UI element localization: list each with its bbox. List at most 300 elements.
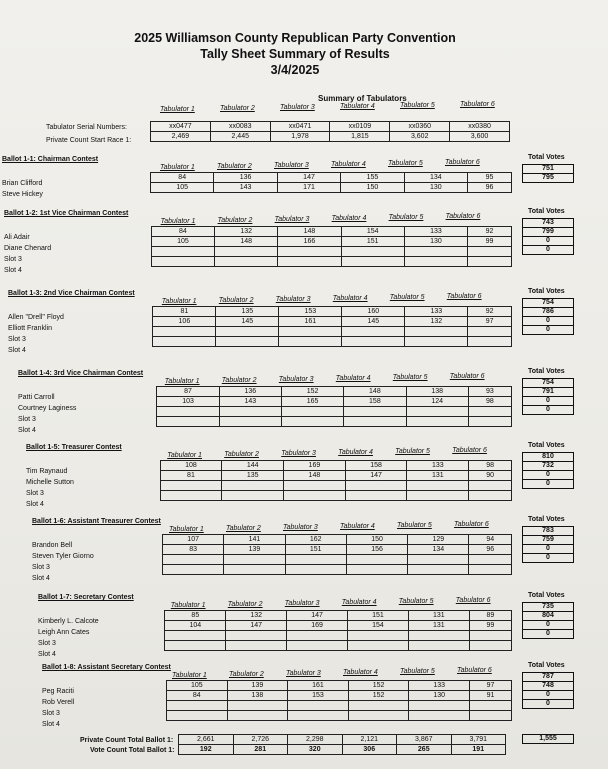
tabulator-4-cell	[342, 327, 405, 337]
contest-grid	[160, 460, 512, 501]
private-count-label: Private Count Total Ballot 1:	[80, 737, 174, 744]
candidate-name: Elliott Franklin	[8, 325, 52, 332]
tabulator-3-cell: 162	[285, 535, 346, 545]
total-votes-cell: 0	[523, 326, 574, 335]
summary-header-3: Tabulator 3	[280, 104, 315, 111]
tabulator-header-3: Tabulator 3	[283, 524, 318, 531]
private-count-cell-5: 3,867	[397, 735, 452, 745]
tabulator-3-cell	[285, 555, 346, 565]
tabulator-4-cell: 160	[342, 307, 405, 317]
tabulator-3-cell: 153	[279, 307, 342, 317]
tabulator-1-cell	[153, 337, 216, 347]
table-row	[160, 461, 511, 471]
tabulator-3-cell: 169	[284, 461, 346, 471]
candidate-name: Slot 4	[42, 721, 60, 728]
tabulator-6-cell: 96	[469, 545, 512, 555]
tabulator-header-3: Tabulator 3	[274, 162, 309, 169]
total-votes-cell: 735	[523, 603, 574, 612]
table-row	[163, 545, 512, 555]
tabulator-1-cell	[153, 327, 216, 337]
tabulator-6-cell: 90	[469, 471, 512, 481]
tabulator-4-cell	[348, 641, 409, 651]
start-count-cell-3: 1,978	[270, 132, 330, 142]
tabulator-3-cell: 166	[278, 237, 341, 247]
tabulator-2-cell	[222, 491, 284, 501]
tabulator-header-4: Tabulator 4	[331, 215, 367, 222]
total-votes-cell: 795	[523, 174, 574, 183]
tabulator-1-cell	[157, 417, 219, 427]
tabulator-3-cell: 151	[285, 545, 346, 555]
contest-grid	[152, 306, 512, 347]
tabulator-5-cell	[408, 555, 469, 565]
tabulator-header-3: Tabulator 3	[274, 216, 310, 223]
vote-count-row	[179, 745, 506, 755]
tabulator-6-cell: 92	[468, 307, 512, 317]
tabulator-6-cell	[469, 631, 511, 641]
tabulator-header-6: Tabulator 6	[449, 373, 485, 380]
tabulator-header-1: Tabulator 1	[160, 164, 195, 171]
tabulator-3-cell	[288, 701, 349, 711]
document-title-block	[0, 30, 590, 78]
candidate-name: Steve Hickey	[2, 191, 43, 198]
tabulator-5-cell: 124	[406, 397, 468, 407]
tabulator-5-cell	[408, 565, 469, 575]
tabulator-header-1: Tabulator 1	[169, 526, 204, 533]
tabulator-2-cell: 139	[224, 545, 285, 555]
tabulator-2-cell: 143	[214, 183, 277, 193]
tabulator-5-cell: 133	[407, 461, 469, 471]
total-votes-box	[522, 164, 574, 183]
tabulator-header-1: Tabulator 1	[172, 672, 207, 679]
document-date: 3/4/2025	[270, 63, 320, 77]
tabulator-2-cell	[224, 555, 285, 565]
summary-header-1: Tabulator 1	[160, 106, 195, 113]
tabulator-1-cell: 106	[153, 317, 216, 327]
total-votes-cell: 748	[523, 682, 574, 691]
tabulator-3-cell	[284, 481, 346, 491]
candidate-name: Slot 4	[32, 575, 50, 582]
tabulator-4-cell	[345, 491, 407, 501]
tabulator-4-cell: 150	[341, 183, 404, 193]
tabulator-4-cell: 156	[346, 545, 407, 555]
total-votes-cell: 0	[523, 317, 574, 326]
tabulator-6-cell: 98	[469, 461, 512, 471]
grand-total: 1,555	[523, 735, 574, 744]
table-row	[163, 555, 512, 565]
total-votes-cell: 787	[523, 673, 574, 682]
tabulator-2-cell	[219, 407, 281, 417]
candidate-name: Rob Verell	[42, 699, 75, 706]
tabulator-6-cell	[468, 407, 511, 417]
tabulator-5-cell	[409, 701, 470, 711]
candidate-name: Slot 3	[18, 416, 36, 423]
tabulator-2-cell	[227, 711, 288, 721]
serial-cell-3: xx0471	[270, 122, 330, 132]
vote-count-cell-5: 265	[397, 745, 452, 755]
tabulator-6-cell	[468, 257, 512, 267]
total-votes-cell: 0	[523, 397, 574, 406]
tabulator-2-cell	[222, 481, 284, 491]
tabulator-header-3: Tabulator 3	[286, 670, 321, 677]
tabulator-5-cell	[404, 257, 467, 267]
tabulator-3-cell	[281, 417, 343, 427]
total-votes-cell: 799	[523, 228, 574, 237]
tabulator-5-cell: 133	[404, 227, 467, 237]
table-row	[151, 237, 511, 247]
table-row	[151, 247, 511, 257]
tabulator-header-2: Tabulator 2	[229, 671, 264, 678]
tabulator-6-cell	[469, 491, 512, 501]
tabulator-4-cell: 150	[346, 535, 407, 545]
total-votes-cell: 0	[523, 471, 574, 480]
tabulator-6-cell: 99	[469, 621, 511, 631]
table-row	[163, 565, 512, 575]
tabulator-header-4: Tabulator 4	[332, 295, 368, 302]
table-row	[153, 327, 512, 337]
document-title: 2025 Williamson County Republican Party Convention	[134, 31, 456, 45]
tabulator-2-cell	[215, 247, 278, 257]
total-votes-label: Total Votes	[528, 154, 565, 161]
table-row	[167, 691, 512, 701]
candidate-name: Michelle Sutton	[26, 479, 74, 486]
document-subtitle: Tally Sheet Summary of Results	[200, 47, 390, 61]
total-votes-label: Total Votes	[528, 288, 565, 295]
table-row	[163, 535, 512, 545]
tabulator-header-5: Tabulator 5	[392, 374, 428, 381]
contest-title: Ballot 1-1: Chairman Contest	[2, 156, 99, 163]
total-votes-label: Total Votes	[528, 368, 565, 375]
table-row	[153, 337, 512, 347]
tabulator-header-3: Tabulator 3	[275, 296, 311, 303]
table-row	[165, 621, 512, 631]
tabulator-3-cell	[279, 337, 342, 347]
tabulator-1-cell	[157, 407, 219, 417]
tabulator-1-cell: 81	[153, 307, 216, 317]
contest-grid	[156, 386, 512, 427]
total-votes-cell: 804	[523, 612, 574, 621]
tabulator-6-cell	[468, 247, 512, 257]
tabulator-1-cell: 108	[160, 461, 222, 471]
tabulator-header-4: Tabulator 4	[335, 375, 371, 382]
table-row	[151, 227, 511, 237]
table-row	[151, 173, 512, 183]
tabulator-2-cell: 139	[227, 681, 288, 691]
tabulator-1-cell: 104	[165, 621, 226, 631]
candidate-name: Slot 3	[32, 564, 50, 571]
tabulator-2-cell	[226, 631, 287, 641]
table-row	[165, 641, 512, 651]
total-votes-cell: 0	[523, 545, 574, 554]
tabulator-6-cell	[469, 701, 511, 711]
tabulator-6-cell	[469, 481, 512, 491]
candidate-name: Patti Carroll	[18, 394, 55, 401]
tabulator-1-cell: 105	[151, 237, 214, 247]
tabulator-header-5: Tabulator 5	[398, 598, 434, 605]
tabulator-5-cell	[407, 491, 469, 501]
tabulator-header-2: Tabulator 2	[221, 377, 257, 384]
table-row	[157, 387, 512, 397]
tabulator-6-cell: 99	[468, 237, 512, 247]
tabulator-5-cell	[406, 417, 468, 427]
tabulator-2-cell: 143	[219, 397, 281, 407]
contest-title: Ballot 1-8: Assistant Secretary Contest	[42, 664, 171, 671]
total-votes-cell: 786	[523, 308, 574, 317]
tabulator-header-5: Tabulator 5	[400, 668, 435, 675]
total-votes-box	[522, 672, 574, 709]
tabulator-header-4: Tabulator 4	[338, 449, 373, 456]
table-row	[157, 407, 512, 417]
serial-cell-6: xx0380	[450, 122, 510, 132]
tabulator-header-4: Tabulator 4	[343, 669, 378, 676]
serial-cell-4: xx0109	[330, 122, 390, 132]
tabulator-4-cell	[348, 701, 409, 711]
tabulator-4-cell: 154	[348, 621, 409, 631]
tabulator-5-cell: 130	[404, 183, 467, 193]
table-row	[165, 631, 512, 641]
candidate-name: Slot 4	[38, 651, 56, 658]
tabulator-6-cell: 92	[468, 227, 512, 237]
tabulator-3-cell: 171	[277, 183, 340, 193]
tabulator-3-cell	[288, 711, 349, 721]
tabulator-3-cell	[278, 257, 341, 267]
table-row	[153, 317, 512, 327]
contest-grid	[166, 680, 512, 721]
private-count-cell-4: 2,121	[342, 735, 397, 745]
tabulator-2-cell	[226, 641, 287, 651]
tabulator-header-2: Tabulator 2	[226, 525, 261, 532]
total-votes-cell: 0	[523, 246, 574, 255]
candidate-name: Slot 3	[8, 336, 26, 343]
tabulator-2-cell: 132	[226, 611, 287, 621]
tabulator-header-2: Tabulator 2	[224, 451, 259, 458]
tabulator-1-cell: 81	[160, 471, 222, 481]
tabulator-4-cell	[342, 337, 405, 347]
table-row	[153, 307, 512, 317]
tabulator-header-6: Tabulator 6	[455, 597, 491, 604]
table-row	[151, 257, 511, 267]
tabulator-header-4: Tabulator 4	[341, 599, 377, 606]
total-votes-cell: 0	[523, 237, 574, 246]
tabulator-6-cell	[469, 565, 512, 575]
tabulator-1-cell: 87	[157, 387, 219, 397]
tabulator-6-cell	[468, 337, 512, 347]
vote-count-cell-3: 320	[288, 745, 343, 755]
grand-total-box	[522, 734, 574, 744]
tabulator-header-6: Tabulator 6	[445, 213, 481, 220]
private-count-cell-2: 2,726	[233, 735, 288, 745]
contest-grid	[150, 172, 512, 193]
tabulator-2-cell: 135	[222, 471, 284, 481]
tabulator-header-3: Tabulator 3	[278, 376, 314, 383]
vote-count-cell-4: 306	[342, 745, 397, 755]
total-votes-box	[522, 218, 574, 255]
private-count-row	[179, 735, 506, 745]
tabulator-header-4: Tabulator 4	[331, 161, 366, 168]
total-votes-cell: 0	[523, 700, 574, 709]
tabulator-6-cell: 97	[469, 681, 511, 691]
vote-count-label: Vote Count Total Ballot 1:	[90, 747, 175, 754]
table-row	[167, 701, 512, 711]
tabulator-header-1: Tabulator 1	[160, 218, 196, 225]
tabulator-header-3: Tabulator 3	[284, 600, 320, 607]
start-count-cell-5: 3,602	[390, 132, 450, 142]
tabulator-6-cell: 89	[469, 611, 511, 621]
table-row	[160, 471, 511, 481]
total-votes-box	[522, 452, 574, 489]
table-row	[160, 481, 511, 491]
tabulator-header-1: Tabulator 1	[170, 602, 206, 609]
tabulator-2-cell	[219, 417, 281, 427]
tabulator-2-cell: 147	[226, 621, 287, 631]
candidate-name: Diane Chenard	[4, 245, 52, 252]
tabulator-6-cell: 94	[469, 535, 512, 545]
tabulator-5-cell: 131	[407, 471, 469, 481]
tabulator-2-cell	[216, 337, 279, 347]
tabulator-5-cell	[406, 407, 468, 417]
tabulator-2-cell: 132	[215, 227, 278, 237]
tabulator-6-cell	[468, 417, 511, 427]
tabulator-3-cell	[287, 631, 348, 641]
tabulator-1-cell	[165, 631, 226, 641]
candidate-name: Slot 4	[4, 267, 22, 274]
tabulator-5-cell	[408, 631, 469, 641]
tabulator-5-cell: 134	[408, 545, 469, 555]
tabulator-1-cell: 85	[165, 611, 226, 621]
tabulator-4-cell	[345, 481, 407, 491]
vote-count-cell-2: 281	[233, 745, 288, 755]
tabulator-header-1: Tabulator 1	[167, 452, 202, 459]
candidate-name: Peg Raciti	[42, 688, 74, 695]
tabulator-4-cell: 147	[345, 471, 407, 481]
tabulator-1-cell	[160, 491, 222, 501]
private-count-cell-3: 2,298	[288, 735, 343, 745]
tabulator-4-cell	[346, 555, 407, 565]
candidate-name: Ali Adair	[4, 234, 30, 241]
tabulator-3-cell: 165	[281, 397, 343, 407]
tabulator-header-5: Tabulator 5	[388, 160, 423, 167]
candidate-name: Allen "Drell" Floyd	[8, 314, 64, 321]
tabulator-3-cell	[285, 565, 346, 575]
tabulator-5-cell	[407, 481, 469, 491]
total-votes-cell: 751	[523, 165, 574, 174]
tabulator-1-cell: 84	[151, 173, 214, 183]
tabulator-5-cell: 133	[409, 681, 470, 691]
tabulator-header-2: Tabulator 2	[218, 297, 254, 304]
candidate-name: Brandon Bell	[32, 542, 73, 549]
tabulator-2-cell: 144	[222, 461, 284, 471]
tabulator-2-cell: 136	[214, 173, 277, 183]
tabulator-1-cell: 84	[167, 691, 228, 701]
start-count-row	[151, 132, 510, 142]
vote-count-cell-1: 192	[179, 745, 234, 755]
tabulator-5-cell: 133	[405, 307, 468, 317]
total-votes-box	[522, 298, 574, 335]
serial-cell-5: xx0360	[390, 122, 450, 132]
candidate-name: Steven Tyler Giorno	[32, 553, 94, 560]
candidate-name: Brian Clifford	[2, 180, 43, 187]
candidate-name: Slot 3	[42, 710, 60, 717]
summary-header-5: Tabulator 5	[400, 102, 435, 109]
summary-header-4: Tabulator 4	[340, 103, 375, 110]
candidate-name: Slot 3	[4, 256, 22, 263]
tabulator-4-cell: 158	[345, 461, 407, 471]
tabulator-1-cell	[151, 247, 214, 257]
tabulator-2-cell	[227, 701, 288, 711]
tabulator-2-cell: 138	[227, 691, 288, 701]
contest-title: Ballot 1-5: Treasurer Contest	[26, 444, 122, 451]
tabulator-3-cell: 169	[287, 621, 348, 631]
tabulator-6-cell	[468, 327, 512, 337]
total-votes-cell: 783	[523, 527, 574, 536]
tabulator-3-cell: 148	[278, 227, 341, 237]
tabulator-5-cell: 131	[408, 621, 469, 631]
tabulator-5-cell	[404, 247, 467, 257]
total-votes-label: Total Votes	[528, 516, 565, 523]
tabulator-5-cell	[405, 337, 468, 347]
tabulator-4-cell	[348, 631, 409, 641]
total-votes-cell: 0	[523, 621, 574, 630]
total-votes-cell: 0	[523, 691, 574, 700]
tabulator-5-cell: 129	[408, 535, 469, 545]
serial-row	[151, 122, 510, 132]
candidate-name: Slot 4	[18, 427, 36, 434]
tabulator-3-cell	[287, 641, 348, 651]
tabulator-4-cell	[341, 257, 404, 267]
candidate-name: Slot 4	[26, 501, 44, 508]
tabulator-2-cell: 141	[224, 535, 285, 545]
candidate-name: Slot 3	[38, 640, 56, 647]
tabulator-6-cell	[469, 555, 512, 565]
summary-header-6: Tabulator 6	[460, 101, 495, 108]
tabulator-2-cell	[215, 257, 278, 267]
contest-title: Ballot 1-7: Secretary Contest	[38, 594, 134, 601]
tabulator-2-cell: 145	[216, 317, 279, 327]
tabulator-1-cell: 103	[157, 397, 219, 407]
total-votes-cell: 0	[523, 480, 574, 489]
tabulator-1-cell	[165, 641, 226, 651]
start-count-cell-4: 1,815	[330, 132, 390, 142]
total-votes-box	[522, 526, 574, 563]
serial-cell-2: xx0083	[210, 122, 270, 132]
total-votes-label: Total Votes	[528, 662, 565, 669]
contest-title: Ballot 1-3: 2nd Vice Chairman Contest	[8, 290, 135, 297]
tabulator-2-cell: 136	[219, 387, 281, 397]
tabulator-6-cell: 95	[468, 173, 512, 183]
tabulator-header-6: Tabulator 6	[446, 293, 482, 300]
tabulator-3-cell: 153	[288, 691, 349, 701]
tabulator-2-cell	[216, 327, 279, 337]
tabulator-header-2: Tabulator 2	[217, 217, 253, 224]
private-count-cell-1: 2,661	[179, 735, 234, 745]
tabulator-3-cell: 147	[277, 173, 340, 183]
tabulator-1-cell: 84	[151, 227, 214, 237]
total-votes-cell: 0	[523, 554, 574, 563]
total-votes-label: Total Votes	[528, 592, 565, 599]
vote-count-cell-6: 191	[451, 745, 506, 755]
tabulator-1-cell	[163, 555, 224, 565]
tabulator-header-2: Tabulator 2	[227, 601, 263, 608]
total-votes-cell: 0	[523, 630, 574, 639]
table-row	[151, 183, 512, 193]
tabulator-5-cell	[405, 327, 468, 337]
contest-grid	[151, 226, 512, 267]
contest-title: Ballot 1-2: 1st Vice Chairman Contest	[4, 210, 129, 217]
serial-cell-1: xx0477	[151, 122, 211, 132]
tabulator-6-cell	[469, 641, 511, 651]
tabulator-5-cell: 130	[404, 237, 467, 247]
tabulator-4-cell: 152	[348, 681, 409, 691]
tabulator-3-cell	[278, 247, 341, 257]
